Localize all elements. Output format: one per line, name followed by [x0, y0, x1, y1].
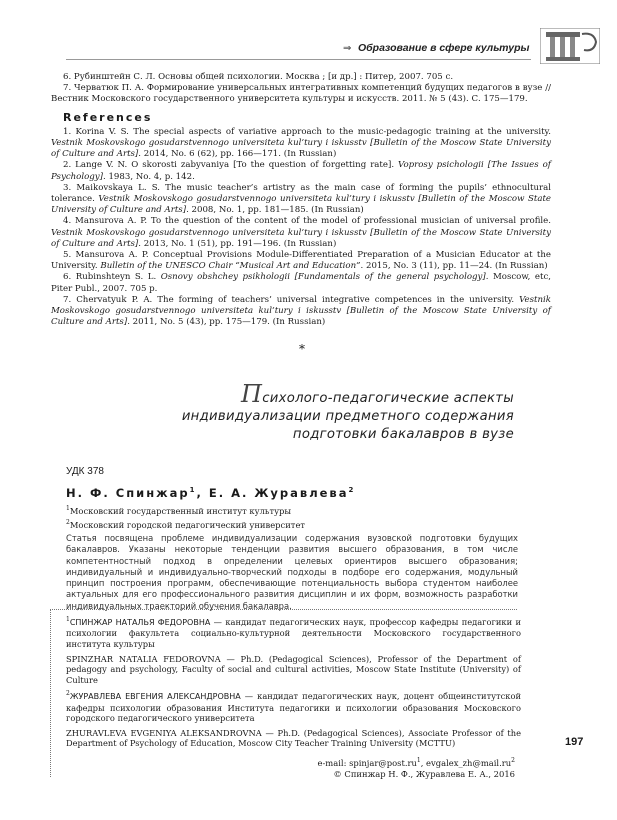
- reference-item: 1. Korina V. S. The special aspects of variative approach to the music-pedagogic training at the university. Vestnik Moskovskogo gosudarstvennogo universiteta kul’tury i iskusstv [Bulletin of the Moscow State University of Culture and Arts]. 2014, No. 6 (62), pp. 166—171. (In Russian): [51, 126, 551, 160]
- email-link[interactable]: evgalex_zh@mail.ru: [426, 757, 512, 768]
- bio-item: $^2$ЖУРАВЛЕВА ЕВГЕНИЯ АЛЕКСАНДРОВНА — кандидат педагогических наук, доцент общеинститутской кафедры психологии образования Института педагогики и психологии образования Московского городского педагогического университета: [66, 690, 521, 724]
- bio-item: ZHURAVLEVA EVGENIYA ALEKSANDROVNA — Ph.D. (Pedagogical Sciences), Associate Professor of the Department of Psychology of Education, Moscow City Teacher Training University (MCTTU): [66, 727, 521, 749]
- reference-item: 2. Lange V. N. O skorosti zabyvaniya [To the question of forgetting rate]. Voprosy psichologii [The Issues of Psychology]. 1983, No. 4, p. 142.: [51, 160, 551, 182]
- contacts: e-mail: $spinjar@post.ru^1$, $evgalex\_zh@mail.ru^2$ © Спинжар Н. Ф., Журавлева Е. А., 2016: [317, 757, 515, 779]
- references-heading: References: [63, 110, 153, 124]
- ru-reference-item: 6. Рубинштейн С. Л. Основы общей психологии. Москва ; [и др.] : Питер, 2007. 705 с.: [63, 72, 454, 82]
- abstract: Статья посвящена проблеме индивидуализации содержания вузовской подготовки будущих бакалавров. Указаны некоторые тенденции развития высшего образования, в том числе компетентностный подход в определении целевых ориентиров высшего образования; индивидуальный и индивидуально-творческий подходы в подборе его содержания, модульный принцип построения программ, обеспечивающие потенциальность выбора студентом наиболее актуальных для его профессионального развития дисциплин и их форм, возможность разработки индивидуальных траекторий обучения бакалавра.: [66, 533, 518, 611]
- ru-reference-item: 7. Черватюк П. А. Формирование универсальных интегративных компетенций будущих педагогов в вузе // Вестник Московского государственного университета культуры и искусств. 2011. № 5 (43). С. 175—179.: [51, 83, 551, 105]
- reference-item: 5. Mansurova A. P. Conceptual Provisions Module-Differentiated Preparation of a Musician Educator at the University. Bulletin of the UNESCO Chair “Musical Art and Education”. 2015, No. 3 (11), pp. 11—24. (In Russian): [51, 250, 551, 272]
- affiliations: $^1$Московский государственный институт культуры $^2$Московский городской педагогический университет: [66, 505, 306, 530]
- reference-item: 4. Mansurova A. P. To the question of the content of the model of professional musician of universal profile. Vestnik Moskovskogo gosudarstvennogo universiteta kul’tury i iskusstv [Bulletin of the Moscow State University of Culture and Arts]. 2013, No. 1 (51), pp. 191—196. (In Russian): [51, 216, 551, 249]
- title-initial: П: [240, 380, 263, 408]
- email-link[interactable]: spinjar@post.ru: [349, 757, 417, 768]
- page-number: 197: [565, 736, 584, 748]
- author-bios: [66, 615, 521, 753]
- article-title: Психолого-педагогические аспекты индивидуализации предметного содержания подготовки бакалавров в вузе: [181, 380, 514, 442]
- section-title: Образование в сфере культуры: [358, 42, 530, 54]
- bio-item: SPINZHAR NATALIA FEDOROVNA — Ph.D. (Pedagogical Sciences), Professor of the Department of pedagogy and psychology, Faculty of social and cultural activities, Moscow State Institute (University) of Culture: [66, 653, 521, 685]
- reference-item: 7. Chervatyuk P. A. The forming of teachers’ universal integrative competences in the university. Vestnik Moskovskogo gosudarstvennogo universiteta kul’tury i iskusstv [Bulletin of the Moscow State University of Culture and Arts]. 2011, No. 5 (43), pp. 175—179. (In Russian): [51, 294, 551, 328]
- bio-divider: [50, 609, 517, 610]
- authors-line: Н. Ф. Спинжар$^1$, Е. А. Журавлева$^2$: [66, 486, 356, 500]
- header-rule: [66, 59, 531, 60]
- column-logo-icon: [540, 28, 600, 64]
- udk-code: УДК 378: [66, 466, 104, 477]
- running-header: [0, 33, 617, 63]
- bio-item: $^1$СПИНЖАР НАТАЛЬЯ ФЕДОРОВНА — кандидат педагогических наук, профессор кафедры педагогики и психологии факультета социально-культурной деятельности Московского государственного института культуры: [66, 616, 521, 649]
- bio-divider-vertical: [50, 609, 51, 777]
- copyright: © Спинжар Н. Ф., Журавлева Е. А., 2016: [333, 768, 515, 779]
- references-block: [51, 72, 551, 328]
- arrow-right-icon: ⇒: [343, 43, 352, 54]
- section-separator: *: [299, 342, 305, 356]
- reference-item: 6. Rubinshteyn S. L. Osnovy obshchey psikhologii [Fundamentals of the general psychology]. Moscow, etc, Piter Publ., 2007. 705 p.: [51, 272, 552, 294]
- reference-item: 3. Maikovskaya L. S. The music teacher’s artistry as the main case of forming the pupils’ ethnocultural tolerance. Vestnik Moskovskogo gosudarstvennogo universiteta kul’tury i iskusstv [Bulletin of the Moscow State University of Culture and Arts]. 2008, No. 1, pp. 181—185. (In Russian): [51, 182, 551, 216]
